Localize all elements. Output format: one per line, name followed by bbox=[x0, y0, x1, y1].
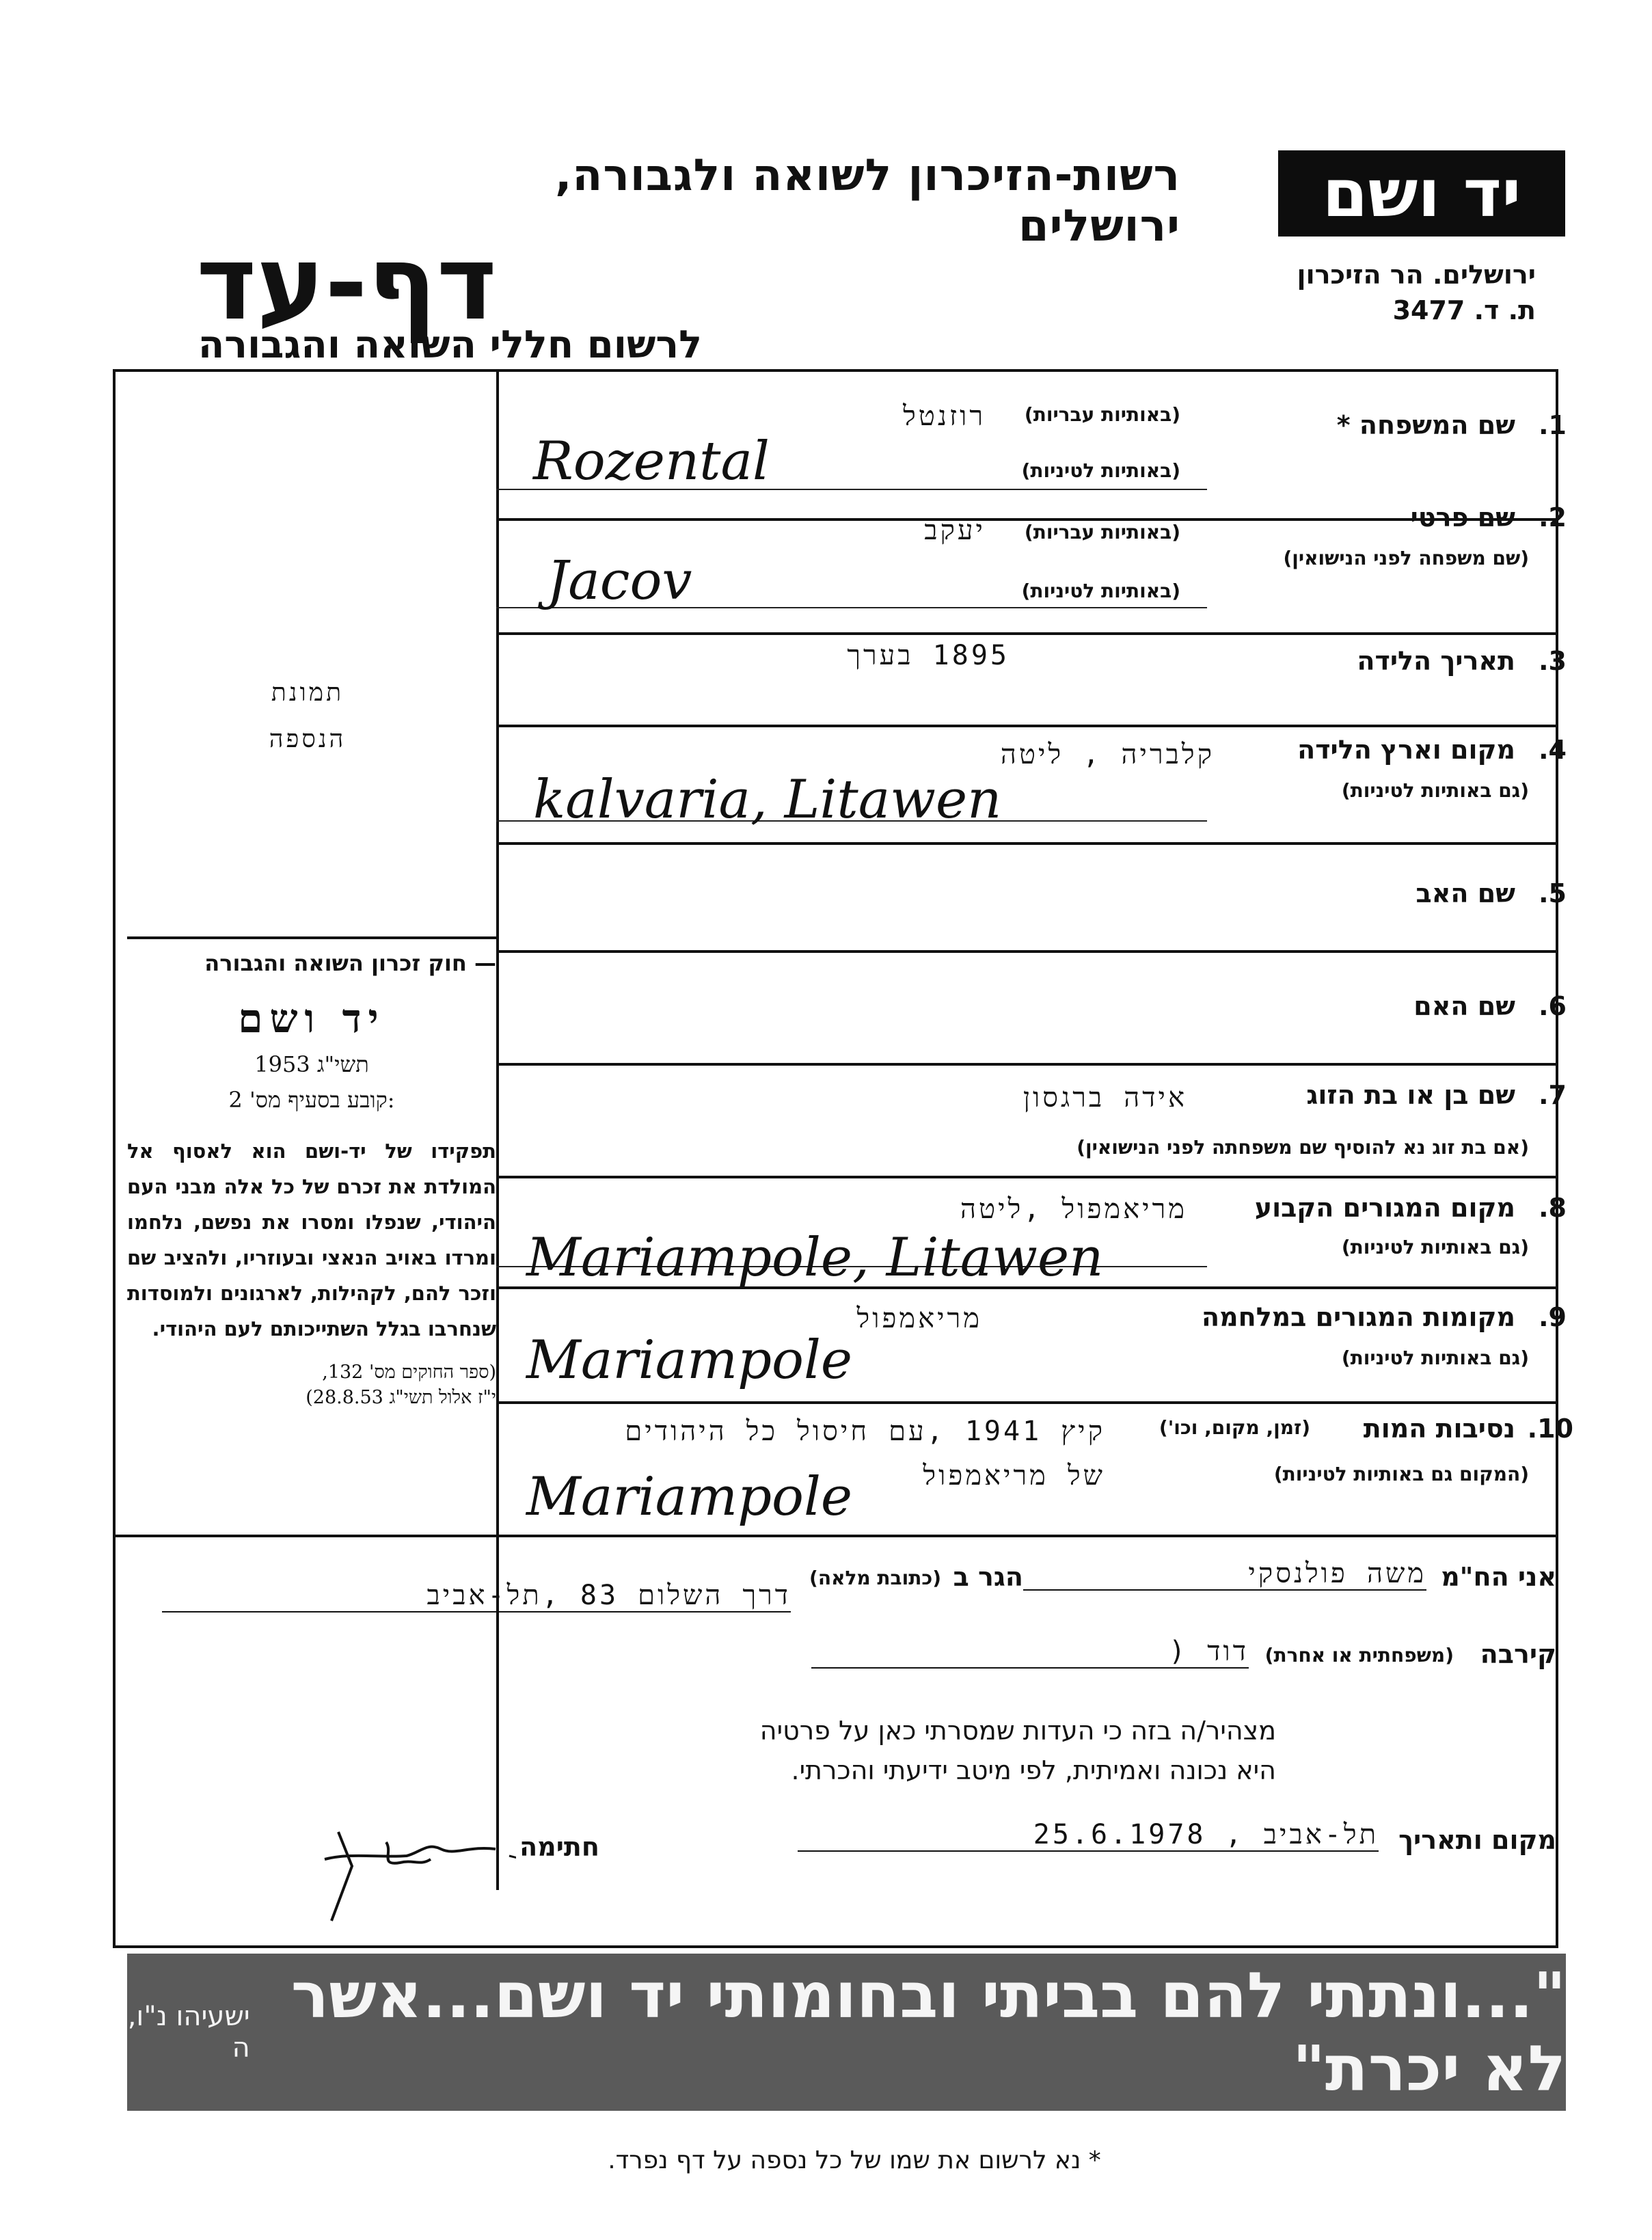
photo-label-line2: הנספה bbox=[269, 725, 347, 753]
field-4-value-hebrew[interactable]: קלבריה , ליטה bbox=[1000, 739, 1215, 770]
field-8-label: מקום המגורים הקבוע bbox=[1254, 1193, 1515, 1223]
quote-banner bbox=[127, 1954, 1566, 2111]
field-10-value-line1[interactable]: קיץ 1941 ,עם חיסול כל היהודים bbox=[625, 1416, 1105, 1447]
field-2-number: 2. bbox=[1539, 502, 1567, 532]
row-divider bbox=[496, 1063, 1558, 1066]
photo-placeholder bbox=[205, 670, 410, 763]
field-3-number: 3. bbox=[1539, 646, 1567, 676]
footnote: * נא לרשום את שמו של כל נספה על דף נפרד. bbox=[608, 2146, 1101, 2174]
law-section: קובע בסעיף מס' 2: bbox=[228, 1087, 395, 1113]
law-heading: חוק זכרון השואה והגבורה — bbox=[204, 950, 496, 976]
field-3-label: תאריך הלידה bbox=[1357, 646, 1515, 676]
field-7-sublabel: (אם בת זוג נא להוסיף שם משפחתה לפני הנישואין) bbox=[1076, 1136, 1529, 1159]
field-10-value-line2[interactable]: של מריאמפול bbox=[923, 1460, 1105, 1492]
law-box bbox=[127, 950, 496, 1408]
field-1-number: 1. bbox=[1539, 410, 1567, 440]
field-9-sublabel: (גם באותיות לטיניות) bbox=[1341, 1347, 1529, 1369]
field-7-value[interactable]: אידה ברגסון bbox=[1023, 1082, 1187, 1114]
law-ref-2: י"ז אלול תשי"ג 28.8.53) bbox=[306, 1387, 496, 1408]
field-6-number: 6. bbox=[1539, 991, 1567, 1021]
address-value[interactable]: דרך השלום 83 ,תל-אביב bbox=[162, 1579, 791, 1612]
row-divider bbox=[496, 1401, 1558, 1404]
logo-po-box: ת. ד. 3477 bbox=[1392, 295, 1536, 325]
field-2-hint-hebrew: (באותיות עבריות) bbox=[1024, 521, 1180, 543]
signature-label: חתימה bbox=[519, 1832, 599, 1862]
place-date-value[interactable]: תל-אביב , 25.6.1978 bbox=[798, 1818, 1379, 1852]
field-1-value-hebrew[interactable]: רוזנטל bbox=[903, 401, 986, 432]
field-8-value-latin[interactable]: Mariampole, Litawen bbox=[526, 1227, 1104, 1288]
field-4-sublabel: (גם באותיות לטיניות) bbox=[1341, 779, 1529, 802]
row-divider bbox=[496, 632, 1558, 635]
relation-value[interactable]: דוד ( bbox=[811, 1635, 1249, 1669]
law-year: תשי"ג 1953 bbox=[254, 1051, 369, 1077]
declarant-name[interactable]: משה פולנסקי bbox=[1023, 1557, 1426, 1591]
field-6-label: שם האם bbox=[1413, 991, 1515, 1021]
yad-vashem-logo: יד ושם bbox=[1278, 150, 1565, 237]
field-10-label: נסיבות המות bbox=[1363, 1414, 1515, 1444]
document-subtitle: לרשום חללי השואה והגבורה bbox=[198, 323, 702, 367]
law-name: יד ושם bbox=[238, 995, 385, 1042]
photo-divider bbox=[127, 936, 496, 939]
field-7-number: 7. bbox=[1539, 1080, 1567, 1110]
field-8-value-hebrew[interactable]: מריאמפול ,ליטה bbox=[960, 1193, 1187, 1225]
field-10-number: 10. bbox=[1527, 1414, 1573, 1444]
field-7-label: שם בן או בת הזוג bbox=[1306, 1080, 1515, 1110]
statement-line2: היא נכונה ואמיתית, לפי מיטב ידיעתי והכרתי. bbox=[791, 1755, 1276, 1785]
address-hint: (כתובת מלאה) bbox=[809, 1567, 941, 1589]
document-title: דף-עד bbox=[196, 224, 497, 343]
section-divider bbox=[113, 1535, 1558, 1537]
photo-label-line1: תמונת bbox=[271, 679, 344, 707]
column-divider bbox=[496, 369, 499, 1890]
signature-mark bbox=[311, 1818, 516, 1941]
field-10-value-latin[interactable]: Mariampole bbox=[526, 1466, 853, 1528]
banner-quote: "...ונתתי להם בביתי ובחומותי יד ושם...אשר לא יכרת" bbox=[290, 1959, 1566, 2105]
field-9-value-latin[interactable]: Mariampole bbox=[526, 1330, 853, 1391]
statement-line1: מצהיר/ה בזה כי העדות שמסרתי כאן על פרטיה bbox=[759, 1716, 1276, 1746]
field-3-value[interactable]: 1895 בערך bbox=[847, 640, 1010, 671]
field-1-hint-hebrew: (באותיות עבריות) bbox=[1024, 403, 1180, 426]
declarant-label: אני הח"מ bbox=[1441, 1562, 1556, 1592]
row-divider bbox=[496, 725, 1558, 727]
row-divider bbox=[496, 950, 1558, 953]
field-2-value-latin[interactable]: Jacov bbox=[547, 550, 692, 612]
field-1-label: שם המשפחה * bbox=[1336, 410, 1515, 440]
field-4-value-latin[interactable]: kalvaria, Litawen bbox=[533, 769, 1002, 831]
field-2-label: שם פרטי bbox=[1410, 502, 1515, 532]
field-2-value-hebrew[interactable]: יעקב bbox=[924, 515, 986, 546]
field-5-label: שם האב bbox=[1416, 878, 1515, 908]
field-10-sublabel: (המקום גם באותיות לטיניות) bbox=[1273, 1463, 1529, 1485]
residing-label: הגר ב bbox=[953, 1562, 1023, 1592]
field-4-number: 4. bbox=[1539, 735, 1567, 765]
field-10-label-hint: (זמן, מקום, וכו') bbox=[1159, 1416, 1310, 1439]
field-9-value-hebrew[interactable]: מריאמפול bbox=[856, 1303, 982, 1334]
field-4-label: מקום וארץ הלידה bbox=[1297, 735, 1515, 765]
banner-citation: ישעיהו נ"ו, ה bbox=[127, 2001, 250, 2064]
field-5-number: 5. bbox=[1539, 878, 1567, 908]
field-8-sublabel: (גם באותיות לטיניות) bbox=[1341, 1236, 1529, 1258]
field-2-hint-latin: (באותיות לטיניות) bbox=[1021, 580, 1180, 602]
field-9-number: 9. bbox=[1539, 1302, 1567, 1332]
row-divider bbox=[496, 1176, 1558, 1178]
field-9-label: מקומות המגורים במלחמה bbox=[1201, 1302, 1515, 1332]
relation-label: קירבה bbox=[1480, 1639, 1556, 1669]
law-ref-1: (ספר החוקים מס' 132, bbox=[322, 1362, 496, 1383]
place-date-label: מקום ותאריך bbox=[1398, 1825, 1556, 1855]
law-body: תפקידו של יד-ושם הוא לאסוף אל המולדת את זכרם של כל אלה מבני העם היהודי, שנפלו ומסרו את נפשם, נלחמו ומרדו באויב הנאצי ובעוזריו, ולהציב שם וזכר להם, לקהילות, לארגונים ולמוסדות שנחרבו בגלל השתייכותם לעם היהודי. bbox=[127, 1139, 496, 1340]
row-divider bbox=[496, 842, 1558, 845]
field-1-hint-latin: (באותיות לטיניות) bbox=[1021, 459, 1180, 482]
field-2-sublabel: (שם משפחה לפני הנישואין) bbox=[1283, 547, 1529, 569]
field-8-number: 8. bbox=[1539, 1193, 1567, 1223]
logo-address: ירושלים. הר הזיכרון bbox=[1297, 260, 1536, 290]
field-1-value-latin[interactable]: Rozental bbox=[533, 431, 770, 492]
relation-hint: (משפחתית או אחרת) bbox=[1264, 1644, 1454, 1666]
org-title: רשות-הזיכרון לשואה ולגבורה, ירושלים bbox=[555, 150, 1180, 252]
